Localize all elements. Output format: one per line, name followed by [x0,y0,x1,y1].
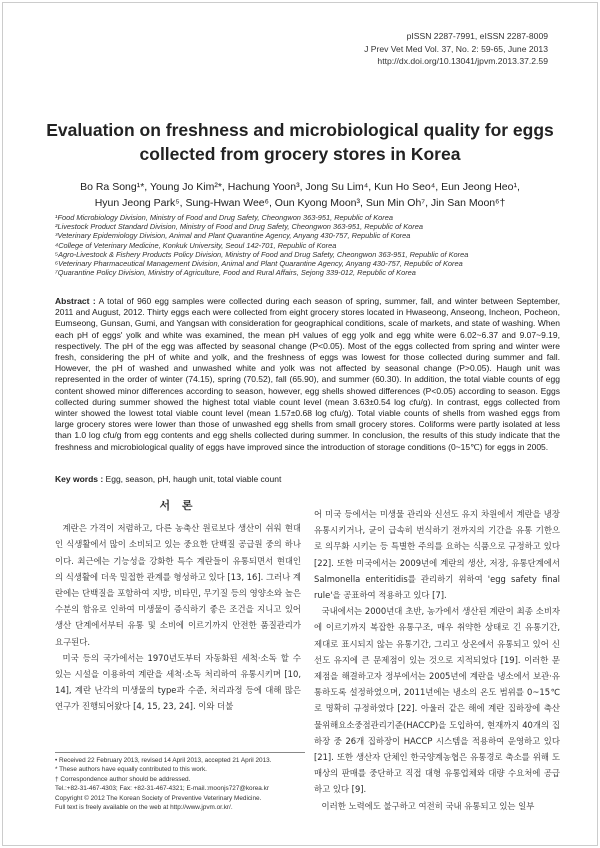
title-line-2: collected from grocery stores in Korea [139,144,461,164]
author-list [50,179,550,211]
right-column [314,506,560,814]
affiliation: ¹Food Microbiology Division, Ministry of Food and Drug Safety, Cheongwon 363-951, Republic of Korea [55,213,393,222]
keywords [55,474,560,485]
body-paragraph: 미국 등의 국가에서는 1970년도부터 자동화된 세척·소독 할 수 있는 시설을 이용하여 계란을 세척·소독 처리하여 유통시키며 [10, 14], 계란 난각의 미생물의 type과 수준, 처리과정 등에 대해 많은 연구가 진행되어왔다 [4, 15, 23, 24]. 이와 더불 [55,652,301,712]
body-paragraph: 이러한 노력에도 불구하고 여전히 국내 유통되고 있는 일부 [321,800,535,811]
footnote: • Received 22 February 2013, revised 14 April 2013, accepted 21 April 2013. [55,757,272,764]
authors-line-1: Bo Ra Song¹*, Young Jo Kim²*, Hachung Yoon³, Jong Su Lim⁴, Kun Ho Seo⁴, Eun Jeong Heo¹, [80,181,520,193]
body-paragraph: 계란은 가격이 저렴하고, 다른 농축산 원료보다 생산이 쉬워 현대인 식생활에서 많이 소비되고 있는 중요한 단백질 공급원 중의 하나이다. 최근에는 기능성을 강화한 특수 계란들이 유통되면서 현대인의 식생활에 더욱 밀접한 관계를 형성하고 있다 [13, 16]. 그러나 계란에는 단백질을 포함하여 지방, 비타민, 무기질 등의 영양소와 높은 수분의 함유로 인하여 미생물이 증식하기 좋은 조건을 지니고 있어 생산 단계에서부터 유통 및 소비에 이르기까지 안전한 품질관리가 요구된다. [55,523,301,647]
section-title-introduction: 서 론 [159,499,197,512]
affiliation: ³Veterinary Epidemiology Division, Animal and Plant Quarantine Agency, Anyang 430-757, Republic of Korea [55,231,411,241]
left-column [55,498,301,715]
abstract-text: A total of 960 egg samples were collected during each season of spring, summer, fall, and winter between September, 2011 and August, 2012. Thirty eggs each were collected from eight grocery stores located in Hwaseong, Anseong, Incheon, Pocheon, Eumseong, Gunsan, Gumi, and Yangsan with consideration for geographical conditions, scale of markets, and state of washing. When each pH of eggs' yolk and white was examined, the mean pH values of egg yolk and egg white were 6.02~6.37 and 9.07~9.19, respectively. The pH of the egg was affected by seasonal change (P<0.05). Most of the eggs collected from spring and winter were fresh, considering the pH of white and yolk, and the freshness of eggs was lowest for those collected during summer and fall. However, the pH of washed and unwashed white and yolk was not affected by seasonal change (P>0.05). Haugh unit was represented in the order of winter (74.15), spring (70.52), fall (65.90), and summer (60.30). In addition, the total viable counts of egg content showed minor differences according to season, however, egg shells showed differences (P<0.05) according to season. Eggs collected during summer showed the highest total viable count level (mean 3.63±0.54 log cfu/g). In contrast, eggs collected from winter showed the lowest total viable count level (mean 1.57±0.68 log cfu/g). Total viable counts of shells from washed eggs from large grocery stores were lower than those of unwashed egg shells from small grocery stores. Coliforms were partly isolated at less than 1.0 log cfu/g from egg contents and egg shells collected during summer. In conclusion, the results of this study indicate that the freshness and microbiological quality of eggs have improved since the introduction of storage conditions (0~15℃) for eggs in 2005. [55,296,560,452]
abstract-label: Abstract : [55,296,96,306]
footnotes [55,752,305,812]
footnote: Copyright © 2012 The Korean Society of Preventive Veterinary Medicine. [55,794,262,802]
affiliation: ⁷Quarantine Policy Division, Ministry of Agriculture, Food and Rural Affairs, Sejong 339-012, Republic of Korea [55,268,416,278]
footnote: Full text is freely available on the web at http://www.jpvm.or.kr/. [55,804,233,812]
affiliations [55,213,555,277]
journal-citation: J Prev Vet Med Vol. 37, No. 2: 59-65, June 2013 [364,43,548,54]
keywords-label: Key words : [55,474,104,484]
footnote: † Correspondence author should be addressed. [55,775,191,783]
affiliation: ⁴College of Veterinary Medicine, Konkuk University, Seoul 142-701, Republic of Korea [55,240,337,250]
affiliation: ²Livestock Product Standard Division, Ministry of Food and Drug Safety, Cheongwon 363-951, Republic of Korea [55,222,423,232]
abstract [55,296,560,453]
footnote: Tel.:+82-31-467-4303; Fax: +82-31-467-4321; E-mail.:moonjs727@korea.kr [55,785,269,793]
authors-line-2: Hyun Jeong Park⁵, Sung-Hwan Wee⁶, Oun Kyong Moon³, Sun Min Oh⁷, Jin San Moon⁶† [94,197,506,209]
doi-link[interactable]: http://dx.doi.org/10.13041/jpvm.2013.37.2.59 [377,56,548,66]
title-line-1: Evaluation on freshness and microbiological quality for eggs [46,120,554,140]
issn-line: pISSN 2287-7991, eISSN 2287-8009 [406,31,548,41]
body-paragraph: 어 미국 등에서는 미생물 관리와 신선도 유지 차원에서 계란을 냉장 유통시키거나, 균이 급속히 번식하기 전까지의 기간을 유통 기한으로 의무화 시키는 등 특별한 주의를 요하는 식품으로 규정하고 있다 [22]. 또한 미국에서는 2009년에 계란의 생산, 저장, 유통단계에서 Salmonella enteritidis를 관리하기 위하여 'egg safety final rule'을 공표하여 적용하고 있다 [7]. [314,509,560,601]
affiliation: ⁵Agro-Livestock & Fishery Products Policy Division, Ministry of Food and Drug Safety, Cheongwon 363-951, Republic of Korea [55,249,469,259]
keywords-text: Egg, season, pH, haugh unit, total viable count [103,474,282,484]
affiliation: ⁶Veterinary Pharmaceutical Management Division, Animal and Plant Quarantine Agency, Anyang 430-757, Republic of Korea [55,259,463,269]
paper-title [40,118,560,166]
footnote: * These authors have equally contributed to this work. [55,766,207,774]
body-paragraph: 국내에서는 2000년대 초반, 농가에서 생산된 계란이 최종 소비자에 이르기까지 복잡한 유통구조, 매우 취약한 상태로 긴 유통기간, 제대로 표시되지 않는 유통기간, 그리고 상온에서 유통되고 있어 신선도 유지에 큰 문제점이 있는 것으로 지적되었다 [19]. 이러한 문제점을 해결하고자 정부에서는 2005년에 계란을 냉소에서 보관·유통하도록 설정하였으며, 2011년에는 냉소의 온도 범위를 0~15℃로 명확히 규정하였다 [22]. 아울러 같은 해에 계란 집하장에 축산물위해요소중점관리기준(HACCP)을 도입하여, 현재까지 40개의 집하장 중 26개 집하장이 HACCP 시스템을 적용하여 운영하고 있다 [21]. 또한 생산자 단체인 한국양계농협은 유통경로 축소를 위해 도매상의 판매를 중단하고 직접 대형 유통업체와 대량 수요처에 공급하고 있다 [9]. [314,606,560,795]
journal-header [364,30,548,68]
